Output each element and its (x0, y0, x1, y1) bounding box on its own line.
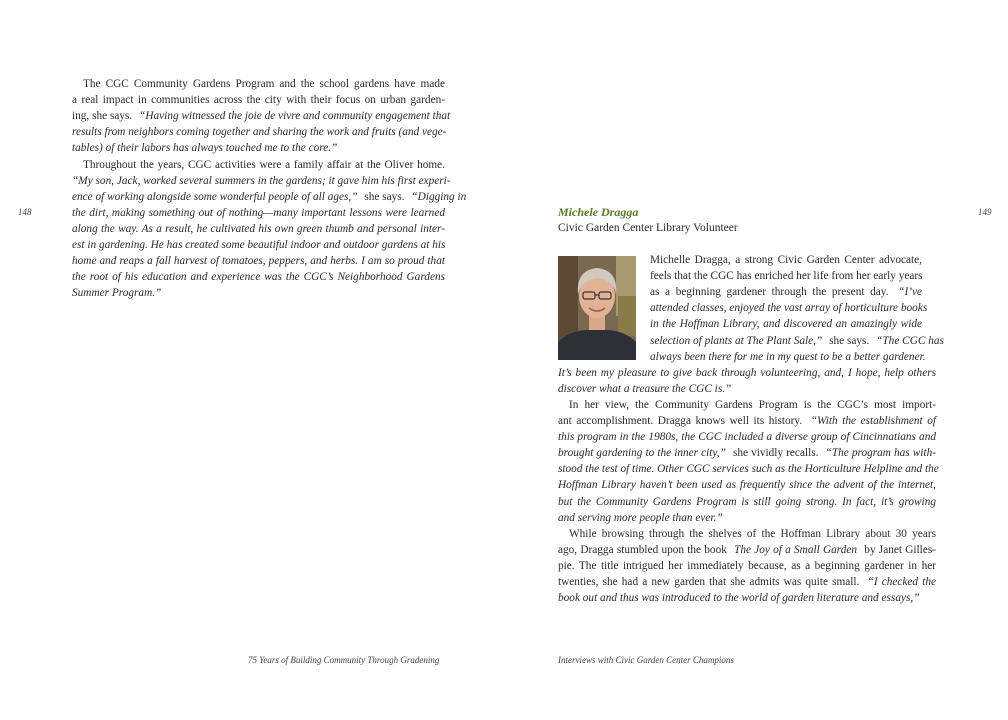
text-segment: tables) of their labors has always touched me to the core.” (72, 142, 338, 155)
text-segment: home and reaps a fall harvest of tomatoes, peppers, and herbs. I am so proud that (72, 255, 445, 268)
text-line (650, 349, 926, 365)
text-segment: While browsing through the shelves of the Hoffman Library about 30 years (569, 527, 936, 540)
text-line (72, 221, 445, 237)
running-footer-right: Interviews with Civic Garden Center Champions (558, 655, 734, 665)
text-line (558, 542, 936, 558)
text-segment: ence of working alongside some wonderful people of all ages,” (72, 190, 358, 203)
text-line (558, 381, 731, 397)
text-line (650, 268, 922, 284)
text-segment: discover what a treasure the CGC is.” (558, 382, 732, 395)
text-segment: The Joy of a Small Garden (734, 543, 858, 556)
text-line (558, 510, 723, 526)
text-segment: “My son, Jack, worked several summers in the gardens; it gave him his first experi- (72, 174, 451, 187)
text-line (558, 445, 936, 461)
text-line (558, 461, 939, 477)
text-segment: est in gardening. He has created some beautiful indoor and outdoor gardens at his (72, 239, 446, 251)
text-line (558, 558, 936, 574)
text-segment: Throughout the years, CGC activities were a family affair at the Oliver home. (83, 158, 445, 171)
text-segment: brought gardening to the inner city,” (558, 447, 726, 460)
text-line (72, 92, 445, 108)
text-segment: stood the test of time. Other CGC services such as the Horticulture Helpline and the (558, 463, 939, 476)
running-footer-left: 75 Years of Building Community Through Gradening (248, 655, 440, 665)
text-segment: a real impact in communities across the city with their focus on urban garden- (72, 94, 445, 107)
text-segment: results from neighbors coming together and sharing the work and fruits (and vege- (72, 126, 447, 139)
text-line (558, 590, 920, 606)
text-segment: In her view, the Community Gardens Program is the CGC’s most import- (569, 398, 936, 411)
text-segment: “The CGC has (876, 334, 944, 347)
text-segment: feels that the CGC has enriched her life from her early years (650, 270, 923, 283)
text-segment: “The program has with- (825, 447, 936, 460)
text-line (558, 494, 936, 510)
page-number-right: 149 (978, 207, 992, 217)
text-segment: she vividly recalls. (732, 447, 819, 460)
text-line (72, 124, 445, 140)
text-segment: she says. (364, 190, 405, 203)
text-segment: the root of his education and experience was the CGC’s Neighborhood Gardens (72, 271, 445, 284)
text-segment: twenties, she had a new garden that she admits was quite small. (558, 576, 860, 588)
text-line (72, 253, 445, 269)
text-segment: Michelle Dragga, a strong Civic Garden Center advocate, (650, 254, 922, 266)
text-line (569, 397, 936, 413)
text-segment: as a beginning gardener through the present day. (650, 286, 889, 299)
page-number-left: 148 (18, 207, 32, 217)
text-segment: the dirt, making something out of nothing—many important lessons were learned (72, 206, 445, 219)
text-segment: along the way. As a result, he cultivated his own green thumb and personal inter- (72, 222, 445, 235)
text-line (83, 76, 445, 92)
interviewee-name: Michele Dragga (558, 205, 639, 219)
text-line (72, 237, 445, 253)
text-segment: but the Community Gardens Program is still going strong. In fact, it’s growing (558, 495, 936, 508)
text-line (72, 140, 337, 156)
text-line (72, 189, 467, 205)
text-segment: by Janet Gilles- (864, 543, 936, 556)
text-line (558, 574, 936, 590)
text-segment: attended classes, enjoyed the vast array of horticulture books (650, 302, 928, 315)
text-segment: selection of plants at The Plant Sale,” (650, 334, 823, 347)
text-segment: The CGC Community Gardens Program and the school gardens have made (83, 78, 445, 90)
text-segment: Summer Program.” (72, 287, 162, 300)
text-line (650, 300, 928, 316)
text-segment: ant accomplishment. Dragga knows well its history. (558, 415, 803, 427)
text-segment: “With the establishment of (810, 415, 936, 427)
text-line (650, 252, 922, 268)
text-segment: pie. The title intrigued her immediately because, as a beginning gardener in her (558, 559, 936, 572)
text-line (569, 526, 936, 542)
interviewee-role: Civic Garden Center Library Volunteer (558, 222, 738, 234)
text-line (558, 365, 936, 381)
text-segment: in the Hoffman Library, and discovered an amazingly wide (650, 318, 922, 331)
text-segment: “Digging in (411, 190, 467, 203)
text-line (72, 205, 445, 221)
text-segment: ing, she says. (72, 110, 133, 123)
text-line (72, 269, 445, 285)
text-segment: “Having witnessed the joie de vivre and community engagement that (139, 110, 451, 123)
text-line (650, 333, 944, 349)
text-segment: “I checked the (867, 576, 936, 588)
text-line (650, 284, 922, 300)
portrait-photo (558, 256, 636, 360)
text-line (72, 108, 451, 124)
text-line (558, 429, 936, 445)
portrait-illustration (558, 256, 636, 360)
text-segment: ago, Dragga stumbled upon the book (558, 543, 727, 556)
text-segment: Hoffman Library haven’t been used as frequently since the advent of the internet, (558, 479, 936, 492)
text-line (650, 316, 922, 332)
text-line (72, 285, 161, 301)
text-line (72, 173, 451, 189)
text-segment: and serving more people than ever.” (558, 511, 723, 524)
text-segment: book out and thus was introduced to the world of garden literature and essays,” (558, 592, 920, 605)
text-segment: always been there for me in my quest to be a better gardener. (650, 350, 926, 363)
text-segment: It’s been my pleasure to give back through volunteering, and, I hope, help others (558, 366, 936, 379)
text-segment: she says. (829, 334, 870, 347)
text-segment: “I’ve (898, 286, 922, 299)
text-line (558, 413, 936, 429)
text-line (83, 157, 445, 173)
text-line (558, 477, 936, 493)
text-segment: this program in the 1980s, the CGC included a diverse group of Cincinnatians and (558, 431, 936, 444)
